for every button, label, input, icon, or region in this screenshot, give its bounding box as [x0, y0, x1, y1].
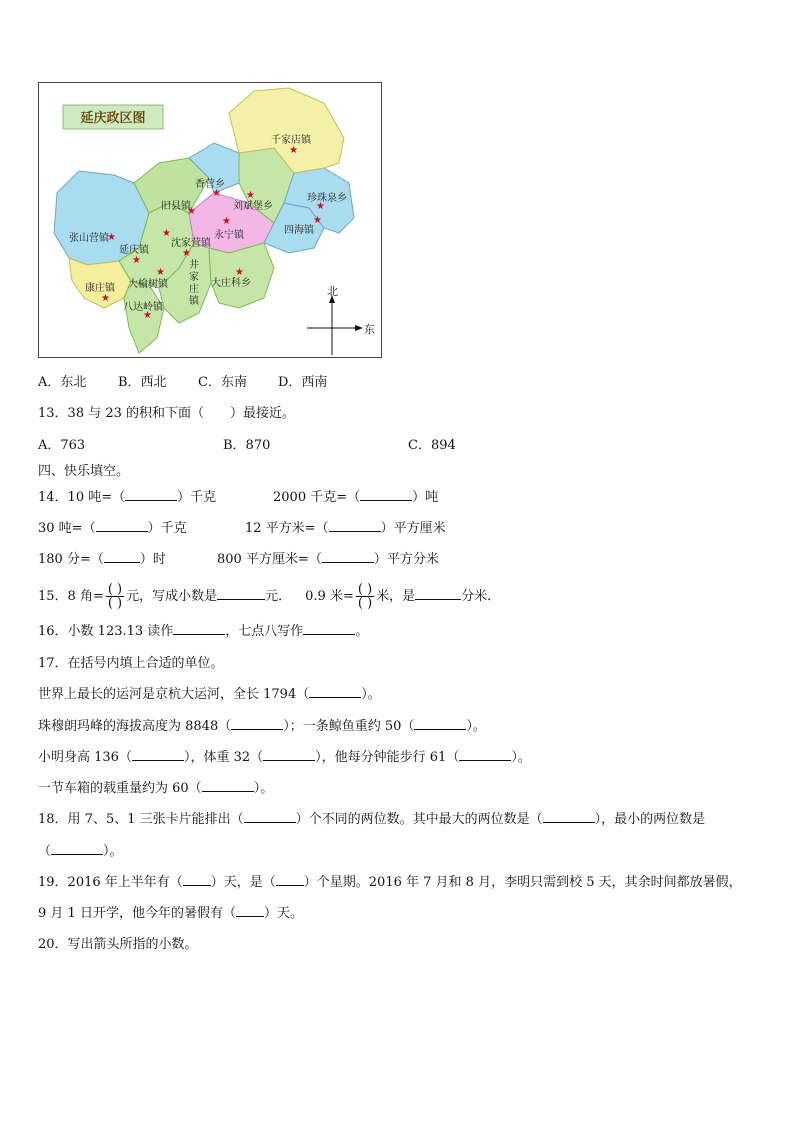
star-dazhuangke: ★	[235, 267, 244, 278]
q13-option-c: C．894	[408, 438, 456, 453]
q18-text: ），最小的两位数是	[594, 812, 706, 827]
answer-blank[interactable]	[322, 562, 374, 563]
q18-text: （	[38, 844, 52, 859]
map-title: 延庆政区图	[80, 111, 146, 126]
q14-row3-right	[217, 551, 439, 569]
q14-row2-right	[245, 520, 446, 538]
answer-blank[interactable]	[303, 634, 355, 635]
town-label: 永宁镇	[214, 230, 244, 241]
q12-option-c: C．东南	[198, 375, 247, 390]
q17-text: ），他每分钟能步行 61（	[315, 750, 460, 765]
answer-blank[interactable]	[459, 760, 511, 761]
star-liubinpu: ★	[246, 190, 255, 201]
town-label: 四海镇	[284, 225, 314, 236]
q14-text: ）时	[139, 552, 166, 567]
answer-blank[interactable]	[236, 916, 264, 917]
q15-text: 分米．	[461, 589, 501, 604]
town-label: 大榆树镇	[128, 279, 168, 290]
answer-blank[interactable]	[104, 562, 140, 563]
q14-text: 180 分=（	[38, 552, 104, 567]
fraction-denominator: ( )	[357, 596, 373, 611]
town-label: 镇	[189, 296, 199, 307]
q15-text: 0.9 米=	[305, 589, 354, 604]
q17-text: 一节车箱的载重量约为 60（	[38, 781, 202, 796]
town-label: 千家店镇	[271, 135, 311, 146]
q18-text: ）个不同的两位数。其中最大的两位数是（	[295, 812, 543, 827]
q16-line	[38, 623, 368, 641]
q19-text: ）天。	[263, 906, 303, 921]
q13-stem: 13．38 与 23 的积和下面（ ）最接近。	[38, 406, 296, 421]
q15-text: 15．8 角=	[38, 589, 104, 604]
q12-option-b: B．西北	[118, 375, 167, 390]
star-shenjiaying: ★	[162, 228, 171, 239]
q17-line4	[38, 780, 273, 798]
q14-row2-left	[38, 520, 187, 538]
answer-blank[interactable]	[231, 729, 283, 730]
answer-blank[interactable]	[173, 634, 225, 635]
answer-blank[interactable]	[217, 599, 265, 600]
q18-line2	[38, 843, 123, 861]
star-qianjiadian: ★	[289, 145, 298, 156]
compass-north: 北	[327, 285, 338, 298]
q14-text: 12 平方米=（	[245, 521, 329, 536]
q15-text: 元．	[265, 589, 292, 604]
q14-text: 30 吨=（	[38, 521, 96, 536]
map-figure	[38, 82, 382, 358]
town-label: 大庄科乡	[211, 278, 251, 289]
answer-blank[interactable]	[125, 500, 177, 501]
q13-option-b: B．870	[223, 438, 271, 453]
q17-text: ）。	[511, 750, 531, 765]
fraction-numerator: ( )	[107, 582, 123, 597]
fraction-denominator: ( )	[107, 596, 123, 611]
q15-text: 元，写成小数是	[126, 589, 218, 604]
star-yanqing: ★	[132, 255, 141, 266]
town-label: 香营乡	[195, 179, 225, 190]
star-xiangying: ★	[212, 188, 221, 199]
answer-blank[interactable]	[414, 729, 466, 730]
q14-row1-left	[38, 489, 216, 507]
q17-line1	[38, 686, 381, 704]
q14-text: ）平方分米	[373, 552, 439, 567]
q17-text: 世界上最长的运河是京杭大运河，全长 1794（	[38, 687, 310, 702]
q14-text: 800 平方厘米=（	[217, 552, 322, 567]
town-label: 井	[189, 260, 199, 271]
answer-blank[interactable]	[244, 822, 296, 823]
q18-line1	[38, 811, 705, 829]
q19-text: 9 月 1 日开学，他今年的暑假有（	[38, 906, 236, 921]
q12-option-a: A．东北	[38, 375, 87, 390]
star-dayushu: ★	[156, 267, 165, 278]
q17-text: ）。	[361, 687, 381, 702]
town-label: 珍珠泉乡	[307, 193, 347, 204]
fraction	[356, 583, 374, 610]
answer-blank[interactable]	[51, 854, 103, 855]
answer-blank[interactable]	[309, 697, 361, 698]
q16-text: 。	[355, 624, 369, 639]
q14-text: ）千克	[147, 521, 187, 536]
q17-text: 小明身高 136（	[38, 750, 132, 765]
town-label: 康庄镇	[85, 283, 115, 294]
yanqing-map	[39, 83, 382, 358]
compass-east: 东	[364, 323, 375, 336]
q17-text: ）。	[466, 719, 486, 734]
answer-blank[interactable]	[415, 599, 461, 600]
q14-text: 2000 千克=（	[273, 490, 361, 505]
q14-row3-left	[38, 551, 166, 569]
answer-blank[interactable]	[263, 760, 315, 761]
answer-blank[interactable]	[276, 885, 304, 886]
q14-text: ）吨	[412, 490, 439, 505]
fraction	[106, 583, 124, 610]
star-yongning: ★	[222, 216, 231, 227]
q19-line1	[38, 874, 742, 892]
star-jiuxian: ★	[187, 206, 196, 217]
q17-text: 珠穆朗玛峰的海拔高度为 8848（	[38, 719, 232, 734]
q19-text: 19．2016 年上半年有（	[38, 875, 183, 890]
q19-text: ）个星期。2016 年 7 月和 8 月，李明只需到校 5 天，其余时间都放暑假，	[303, 875, 742, 890]
star-zhangshanying: ★	[107, 232, 116, 243]
q17-text: ）。	[253, 781, 274, 796]
q14-text: ）千克	[177, 490, 217, 505]
answer-blank[interactable]	[96, 531, 148, 532]
answer-blank[interactable]	[360, 500, 412, 501]
answer-blank[interactable]	[202, 791, 254, 792]
town-label: 延庆镇	[119, 245, 149, 256]
q14-row1-right	[273, 489, 438, 507]
answer-blank[interactable]	[183, 885, 211, 886]
q19-line2	[38, 905, 303, 923]
q14-text: ）平方厘米	[380, 521, 446, 536]
star-zhenzhuquan: ★	[316, 201, 325, 212]
fraction-numerator: ( )	[357, 582, 373, 597]
star-badaling: ★	[143, 310, 152, 321]
q17-title: 17．在括号内填上合适的单位。	[38, 656, 224, 671]
q16-text: 16．小数 123.13 读作	[38, 624, 174, 639]
town-label: 沈家营镇	[171, 238, 211, 249]
star-kangzhuang: ★	[101, 293, 110, 304]
town-label: 刘斌堡乡	[233, 201, 273, 212]
compass	[307, 285, 375, 355]
q12-option-d: D．西南	[278, 375, 328, 390]
q15-text: 米，是	[376, 589, 416, 604]
town-label: 庄	[189, 284, 199, 295]
q19-text: ）天，是（	[210, 875, 276, 890]
q18-text: ）。	[103, 844, 123, 859]
q17-text: ），体重 32（	[183, 750, 264, 765]
town-label: 八达岭镇	[123, 302, 163, 313]
town-label: 旧县镇	[161, 201, 191, 212]
q16-text: ，七点八写作	[225, 624, 304, 639]
q17-line2	[38, 718, 486, 736]
q15-line	[38, 580, 500, 614]
section-title: 四、快乐填空。	[38, 464, 130, 479]
town-label: 家	[189, 272, 199, 283]
star-sihai: ★	[313, 215, 322, 226]
answer-blank[interactable]	[132, 760, 184, 761]
q20-stem: 20．写出箭头所指的小数。	[38, 937, 198, 952]
q17-text: ）；一条鲸鱼重约 50（	[283, 719, 415, 734]
q14-text: 14．10 吨=（	[38, 490, 126, 505]
q17-line3	[38, 749, 531, 767]
star-jingzhuang: ★	[182, 248, 191, 259]
answer-blank[interactable]	[543, 822, 595, 823]
answer-blank[interactable]	[329, 531, 381, 532]
q13-option-a: A．763	[38, 438, 86, 453]
town-label: 张山营镇	[69, 233, 109, 244]
q18-text: 18．用 7、5、1 三张卡片能排出（	[38, 812, 244, 827]
